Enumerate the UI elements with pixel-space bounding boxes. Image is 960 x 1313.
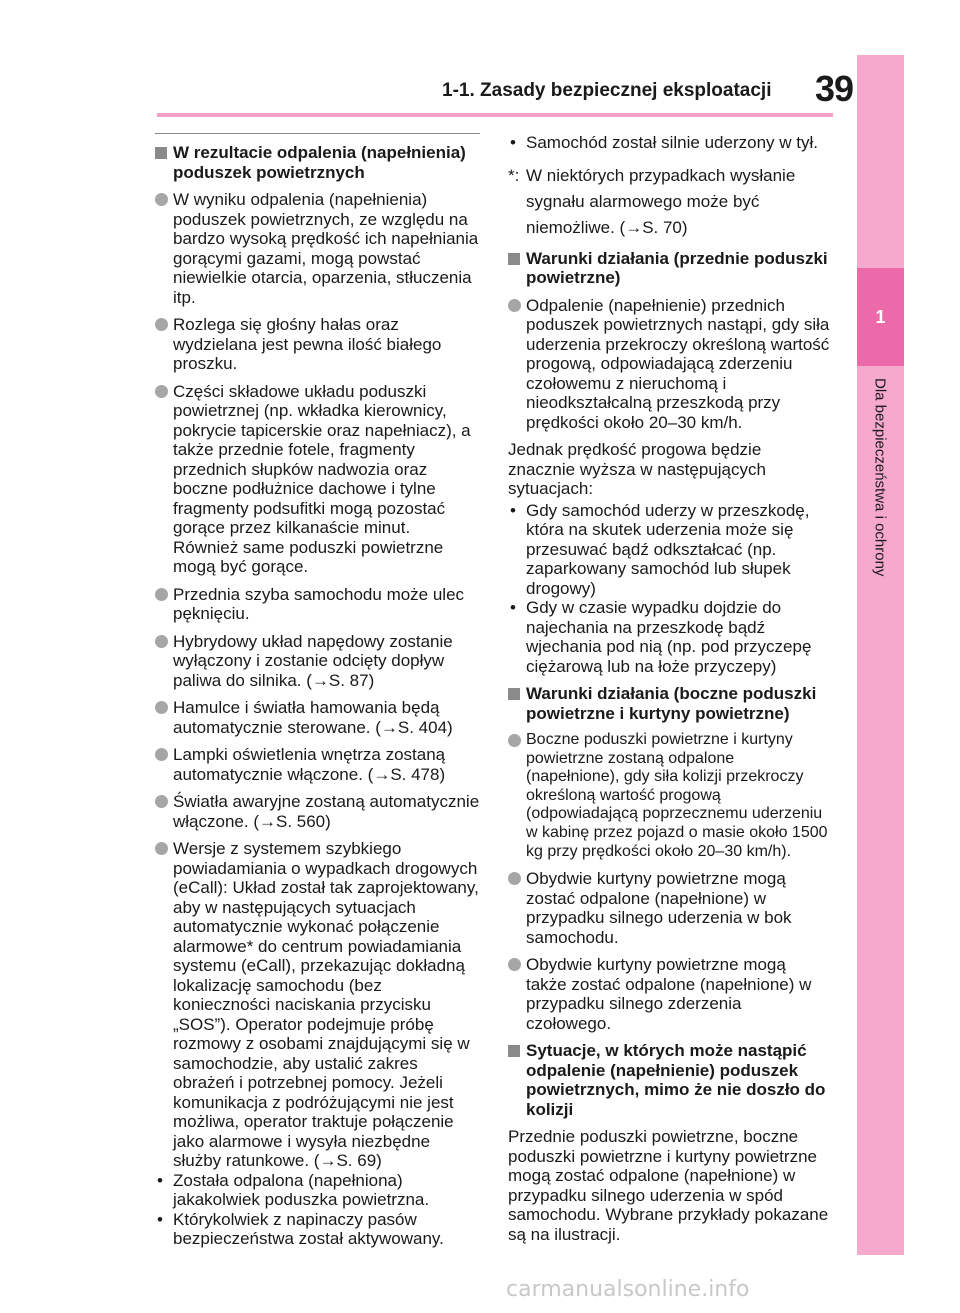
side-tab-label bbox=[864, 378, 896, 658]
dash-item: • Gdy samochód uderzy w przeszkodę, która na skutek uderzenia może się przesuwać bądź odkształcać (np. zaparkowany samochód lub słupek drogowy) bbox=[508, 501, 830, 599]
list-item: Boczne poduszki powietrzne i kurtyny powietrzne zostaną odpalone (napełnione), gdy siła kolizji przekroczy określoną wartość progową (odpowiadającą poprzecznemu uderzeniu w kabinę przez pojazd o masie około 1500 kg przy prędkości około 20–30 km/h). bbox=[508, 731, 830, 861]
list-item: Hamulce i światła hamowania będą automatycznie sterowane. (→S. 404) bbox=[155, 698, 480, 737]
list-item: W wyniku odpalenia (napełnienia) poduszek powietrznych, ze względu na bardzo wysoką prędkość ich napełniania gorącymi gazami, mogą powstać niewielkie otarcia, oparzenia, stłuczenia itp. bbox=[155, 190, 480, 307]
list-item: Obydwie kurtyny powietrzne mogą także zostać odpalone (napełnione) w przypadku silnego zderzenia czołowego. bbox=[508, 955, 830, 1033]
page-number: 39 bbox=[815, 68, 854, 109]
list-item: Hybrydowy układ napędowy zostanie wyłączony i zostanie odcięty dopływ paliwa do silnika. (→S. 87) bbox=[155, 632, 480, 691]
header-rule bbox=[157, 113, 833, 117]
section-heading: Warunki działania (przednie poduszki powietrzne) bbox=[508, 249, 830, 288]
section-heading: Sytuacje, w których może nastąpić odpalenie (napełnienie) poduszek powietrznych, mimo że nie doszło do kolizji bbox=[508, 1041, 830, 1119]
dash-item: • Którykolwiek z napinaczy pasów bezpieczeństwa został aktywowany. bbox=[155, 1210, 480, 1249]
list-item: Części składowe układu poduszki powietrznej (np. wkładka kierownicy, pokrycie tapicerskie oraz napełniacz), a także przednie fotele, fragmenty przednich słupków nadwozia oraz boczne podłużnice dachowe i tylne fragmenty podsufitki mogą pozostać gorące przez kilkanaście minut. Również same poduszki powietrzne mogą być gorące. bbox=[155, 382, 480, 577]
list-item: Odpalenie (napełnienie) przednich poduszek powietrznych nastąpi, gdy siła uderzenia przekroczy określoną wartość progową, odpowiadającą zderzeniu czołowemu z nieruchomą i nieodkształcalną przeszkodą przy prędkości około 20–30 km/h. bbox=[508, 296, 830, 433]
left-column bbox=[155, 133, 480, 1249]
side-tab-label-text: Dla bezpieczeństwa i ochrony bbox=[871, 378, 889, 577]
footnote bbox=[508, 163, 830, 241]
list-item: Wersje z systemem szybkiego powiadamiania o wypadkach drogowych (eCall): Układ został tak zaprojektowany, aby w następujących sytuacjach automatycznie wykonać połączenie alarmowe* do centrum powiadamiania systemu (eCall), przekazując dokładną lokalizację samochodu (bez konieczności naciskania przycisku „SOS”). Operator podejmuje próbę rozmowy z osobami znajdującymi się w samochodzie, aby ustalić zakres obrażeń i potrzebnej pomocy. Jeżeli komunikacja z podróżującymi nie jest możliwa, operator traktuje połączenie jako alarmowe i wysyła niezbędne służby ratunkowe. (→S. 69) bbox=[155, 839, 480, 1171]
footnote-mark: *: bbox=[508, 165, 520, 185]
list-item: Rozlega się głośny hałas oraz wydzielana jest pewna ilość białego proszku. bbox=[155, 315, 480, 374]
paragraph: Przednie poduszki powietrzne, boczne poduszki powietrzne i kurtyny powietrzne mogą zostać odpalone (napełnione) w przypadku silnego uderzenia w spód samochodu. Wybrane przykłady pokazane są na ilustracji. bbox=[508, 1127, 829, 1244]
list-item: Lampki oświetlenia wnętrza zostaną automatycznie włączone. (→S. 478) bbox=[155, 745, 480, 784]
dash-item: • Samochód został silnie uderzony w tył. bbox=[508, 133, 830, 153]
list-item: Przednia szyba samochodu może ulec pęknięciu. bbox=[155, 585, 480, 624]
paragraph: Jednak prędkość progowa będzie znacznie wyższa w następujących sytuacjach: bbox=[508, 440, 766, 498]
watermark-text: carmanualsonline.info bbox=[506, 1277, 750, 1302]
dash-item: • Została odpalona (napełniona) jakakolwiek poduszka powietrzna. bbox=[155, 1171, 480, 1210]
list-item: Światła awaryjne zostaną automatycznie włączone. (→S. 560) bbox=[155, 792, 480, 831]
dash-item: • Gdy w czasie wypadku dojdzie do najechania na przeszkodę bądź wjechania pod nią (np. pod przyczepę ciężarową lub na łoże przyczepy) bbox=[508, 598, 830, 676]
section-heading: Warunki działania (boczne poduszki powietrzne i kurtyny powietrzne) bbox=[508, 684, 830, 723]
right-column bbox=[508, 133, 830, 1246]
chapter-number-box: 1 bbox=[857, 268, 904, 366]
section-header-title: 1-1. Zasady bezpiecznej eksploatacji bbox=[442, 80, 772, 101]
list-item: Obydwie kurtyny powietrzne mogą zostać odpalone (napełnione) w przypadku silnego uderzenia w bok samochodu. bbox=[508, 869, 830, 947]
section-heading: W rezultacie odpalenia (napełnienia) poduszek powietrznych bbox=[155, 143, 480, 182]
footnote-text: W niektórych przypadkach wysłanie sygnału alarmowego może być niemożliwe. (→S. 70) bbox=[526, 165, 796, 237]
